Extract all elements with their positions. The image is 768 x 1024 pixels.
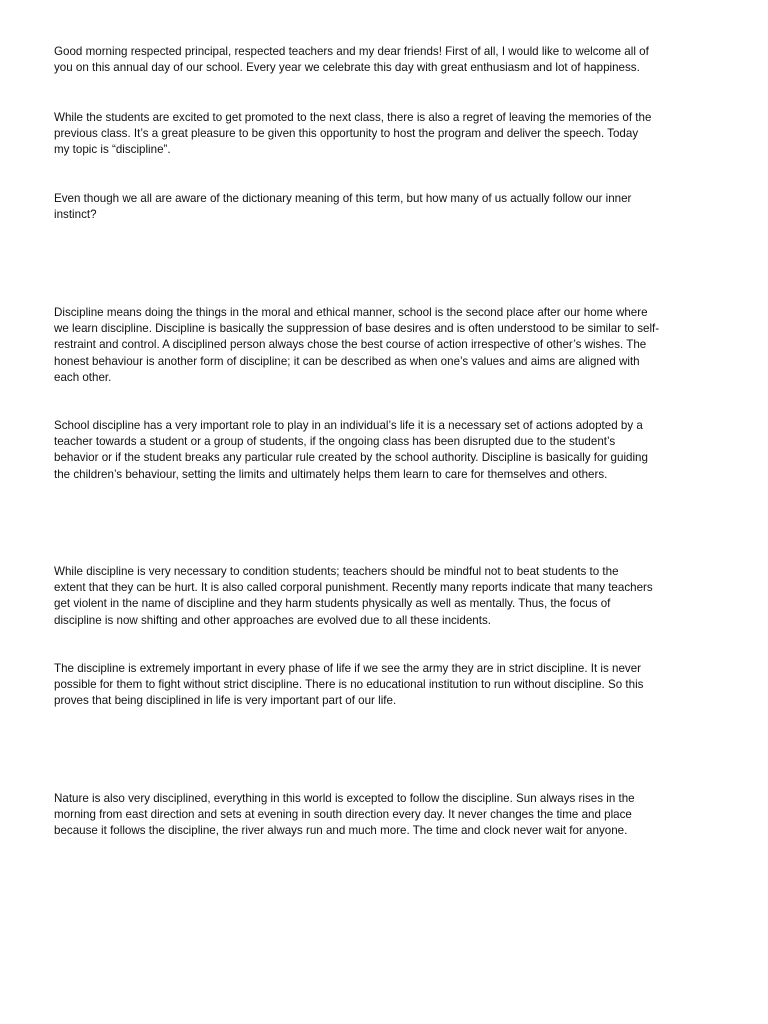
paragraph-importance: The discipline is extremely important in every phase of life if we see the army they are in strict discipline. It is never possible for them to fight without strict discipline. There is no educational institution to run without discipline. So this proves that being disciplined in life is very important part of our life. xyxy=(54,662,644,708)
paragraph-definition: Discipline means doing the things in the moral and ethical manner, school is the second place after our home where we learn discipline. Discipline is basically the suppression of base desires and is often understood to be similar to self- restraint and control. A disciplined person always chose the best course of action irrespective of other’s wishes. The honest behaviour is another form of discipline; it can be described as when one’s values and aims are aligned with each other. xyxy=(54,306,660,384)
paragraph-corporal-punishment: While discipline is very necessary to condition students; teachers should be mindful not to beat students to the extent that they can be hurt. It is also called corporal punishment. Recently many reports indicate that many teachers get violent in the name of discipline and they harm students physically as well as mentally. Thus, the focus of discipline is now shifting and other approaches are evolved due to all these incidents. xyxy=(54,565,653,627)
paragraph-greeting: Good morning respected principal, respected teachers and my dear friends! First of all, I would like to welcome all of you on this annual day of our school. Every year we celebrate this day with great enthusiasm and lot of happiness. xyxy=(54,45,649,75)
paragraph-school-discipline: School discipline has a very important role to play in an individual’s life it is a necessary set of actions adopted by a teacher towards a student or a group of students, if the ongoing class has been disrupted due to the student’s behavior or if the student breaks any particular rule created by the school authority. Discipline is basically for guiding the children’s behaviour, setting the limits and ultimately helps them learn to care for themselves and others. xyxy=(54,419,648,481)
paragraph-nature: Nature is also very disciplined, everything in this world is excepted to follow the discipline. Sun always rises in the morning from east direction and sets at evening in south direction every day. It never changes the time and place because it follows the discipline, the river always run and much more. The time and clock never wait for anyone. xyxy=(54,792,635,838)
paragraph-topic-intro: While the students are excited to get promoted to the next class, there is also a regret of leaving the memories of the previous class. It’s a great pleasure to be given this opportunity to host the program and deliver the speech. Today my topic is “discipline”. xyxy=(54,111,652,157)
paragraph-question: Even though we all are aware of the dictionary meaning of this term, but how many of us actually follow our inner instinct? xyxy=(54,192,632,222)
